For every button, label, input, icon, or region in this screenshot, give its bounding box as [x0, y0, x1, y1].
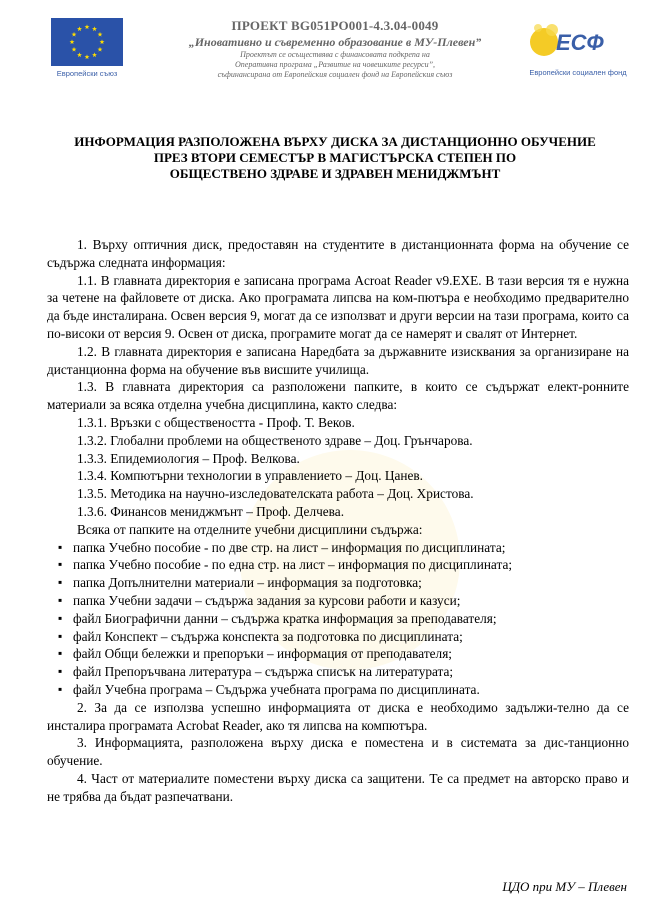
esf-logo-text: ЕСФ [556, 30, 604, 55]
list-item: ▪ файл Препоръчвана литература – съдържа списък на литературата; [47, 663, 629, 681]
subject-item: 1.3.6. Финансов мениджмънт – Проф. Делчева. [77, 503, 345, 519]
list-item: ▪ папка Учебно пособие - по две стр. на лист – информация по дисциплината; [47, 539, 629, 557]
list-item: ▪ файл Конспект – съдържа конспекта за подготовка по дисциплината; [47, 628, 629, 646]
signature: ЦДО при МУ – Плевен [502, 879, 627, 894]
eu-flag-icon [51, 18, 123, 66]
paragraph-1-1: 1.1. В главната директория е записана програма Acroat Reader v9.EXE. В тази версия тя е нужна за четене на файловете от диска. Ако програмата липсва на ком-пютъра е необходимо предварително да бъде инсталирана. Освен версия 9, могат да се използват и други версии на тази програма, които са по-високи от версия 9. Освен от диска, програмите могат да се намерят и свалят от Интернет. [47, 272, 629, 341]
paragraph-4: 4. Част от материалите поместени върху диска са защитени. Те са предмет на авторско право и не трябва да бъдат разпечатвани. [47, 770, 629, 804]
project-info [150, 18, 520, 80]
eu-caption: Европейски съюз [56, 69, 118, 78]
paragraph-1-2: 1.2. В главната директория е записана Наредбата за държавните изисквания за организиране на дистанционна форма на обучение във висшите училища. [47, 343, 629, 377]
paragraph-1-3: 1.3. В главната директория са разположени папките, в които се съдържат елект-ронните материали за всяка отделна учебна дисциплина, както следва: [47, 379, 629, 413]
esf-logo-block [528, 16, 628, 77]
document-body [47, 236, 629, 806]
project-code: ПРОЕКТ BG051PO001-4.3.04-0049 [231, 18, 439, 33]
esf-logo-icon [530, 16, 626, 66]
list-item: ▪ файл Общи бележки и препоръки – информация от преподавателя; [47, 645, 629, 663]
project-name: „Иновативно и съвременно образование в МУ-Плевен” [188, 35, 482, 49]
funding-line: съфинансирана от Европейския социален фонд на Европейския съюз [217, 70, 453, 79]
list-item: ▪ файл Учебна програма – Съдържа учебната програма по дисциплината. [47, 681, 629, 699]
folder-contents-list [47, 539, 629, 699]
subject-item: 1.3.1. Връзки с обществеността - Проф. Т. Веков. [77, 414, 355, 430]
esf-caption: Европейски социален фонд [529, 68, 627, 77]
list-item: ▪ папка Допълнителни материали – информация за подготовка; [47, 574, 629, 592]
folder-intro: Всяка от папките на отделните учебни дисциплини съдържа: [77, 521, 423, 537]
document-header [0, 0, 671, 100]
paragraph-2: 2. За да се използва успешно информацията от диска е необходимо задължи-телно да се инсталира програмата Acrobat Reader, ако тя липсва на компютъра. [47, 699, 629, 733]
list-item: ▪ папка Учебни задачи – съдържа задания за курсови работи и казуси; [47, 592, 629, 610]
subject-item: 1.3.5. Методика на научно-изследователската работа – Доц. Христова. [77, 486, 474, 502]
eu-logo-block [48, 18, 126, 78]
subject-item: 1.3.3. Епидемиология – Проф. Велкова. [77, 450, 300, 466]
subject-item: 1.3.4. Компютърни технологии в управлението – Доц. Цанев. [77, 468, 423, 484]
list-item: ▪ файл Биографични данни – съдържа кратка информация за преподавателя; [47, 610, 629, 628]
list-item: ▪ папка Учебно пособие - по една стр. на лист – информация по дисциплината; [47, 556, 629, 574]
title-line: ОБЩЕСТВЕНО ЗДРАВЕ И ЗДРАВЕН МЕНИДЖМЪНТ [169, 166, 501, 181]
funding-line: Оперативна програма „Развитие на човешките ресурси”, [234, 60, 436, 69]
funding-line: Проектът се осъществява с финансовата подкрепа на [240, 50, 430, 59]
paragraph-3: 3. Информацията, разположена върху диска е поместена и в системата за дис-танционно обучение. [47, 735, 629, 769]
subject-item: 1.3.2. Глобални проблеми на общественото здраве – Доц. Грънчарова. [77, 432, 473, 448]
title-line: ПРЕЗ ВТОРИ СЕМЕСТЪР В МАГИСТЪРСКА СТЕПЕН ПО [153, 150, 517, 165]
paragraph-1: 1. Върху оптичния диск, предоставян на студентите в дистанционната форма на обучение се съдържа следната информация: [47, 237, 629, 270]
title-line: ИНФОРМАЦИЯ РАЗПОЛОЖЕНА ВЪРХУ ДИСКА ЗА ДИСТАНЦИОННО ОБУЧЕНИЕ [74, 134, 596, 149]
document-title [40, 134, 630, 182]
